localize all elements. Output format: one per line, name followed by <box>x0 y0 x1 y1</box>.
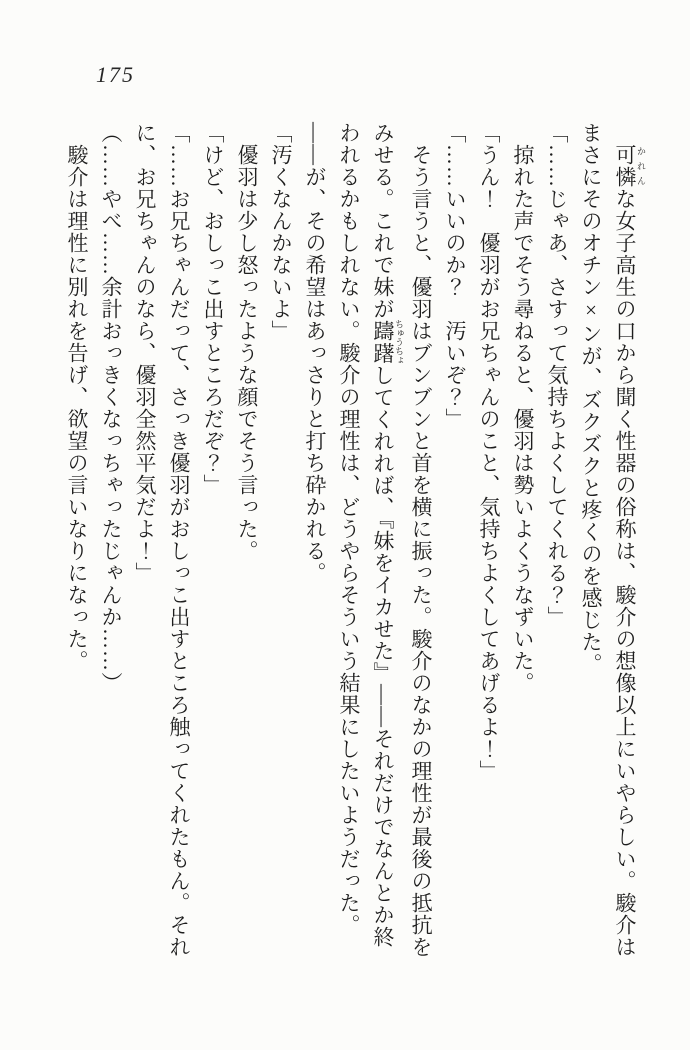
text-segment: 駿介は理性に別れを告げ、欲望の言いなりになった。 <box>65 144 89 672</box>
furigana-ruby: 可憐 かれん <box>613 144 646 188</box>
text-segment: （……やべ……余計おっきくなっちゃったじゃんか……） <box>99 122 123 694</box>
vertical-text-block <box>60 122 646 966</box>
furigana-ruby: 躊躇 ちゅうちょ <box>371 319 404 365</box>
text-line <box>366 122 404 966</box>
text-line <box>472 122 506 966</box>
page-number: 175 <box>96 62 135 87</box>
text-line <box>540 122 574 966</box>
text-segment: そう言うと、優羽はブンブンと首を横に振った。駿介のなかの理性が最後の抵抗を <box>409 144 433 958</box>
text-segment: 優羽は少し怒ったような顔でそう言った。 <box>235 144 259 562</box>
text-segment: 「……お兄ちゃんだって、さっき優羽がおしっこ出すところ触ってくれたもん。それ <box>167 122 191 958</box>
text-segment: してくれれば、『妹をイカせた』――それだけでなんとか終 <box>371 364 395 948</box>
text-segment: まさにそのオチン×ンが、ズクズクと疼くのを感じた。 <box>579 122 603 675</box>
text-line <box>60 122 94 966</box>
text-segment: 「けど、おしっこ出すところだぞ？」 <box>201 122 225 496</box>
text-segment: われるかもしれない。駿介の理性は、どうやらそういう結果にしたいようだった。 <box>337 122 361 936</box>
text-line <box>230 122 264 966</box>
text-segment: 掠れた声でそう尋ねると、優羽は勢いよくうなずいた。 <box>511 144 535 694</box>
text-line <box>298 122 332 966</box>
text-line <box>574 122 608 966</box>
text-line <box>196 122 230 966</box>
text-line <box>162 122 196 966</box>
text-line <box>506 122 540 966</box>
text-segment: な女子高生の口から聞く性器の俗称は、駿介の想像以上にいやらしい。駿介は <box>613 188 637 958</box>
text-segment: 「……じゃあ、さすって気持ちよくしてくれる？」 <box>545 122 569 628</box>
text-line <box>438 122 472 966</box>
text-segment: 「汚くなんかないよ」 <box>269 122 293 342</box>
text-line <box>264 122 298 966</box>
text-line <box>608 122 646 966</box>
text-line <box>404 122 438 966</box>
text-line <box>332 122 366 966</box>
text-segment: に、お兄ちゃんのなら、優羽全然平気だよ！」 <box>133 122 157 584</box>
text-segment: みせる。これで妹が <box>371 122 395 320</box>
text-segment: ――が、その希望はあっさりと打ち砕かれる。 <box>303 122 327 584</box>
text-segment: 「……いいのか？ 汚いぞ？」 <box>443 122 467 430</box>
text-line <box>128 122 162 966</box>
text-line <box>94 122 128 966</box>
text-segment: 「うん！ 優羽がお兄ちゃんのこと、気持ちよくしてあげるよ！」 <box>477 122 501 782</box>
